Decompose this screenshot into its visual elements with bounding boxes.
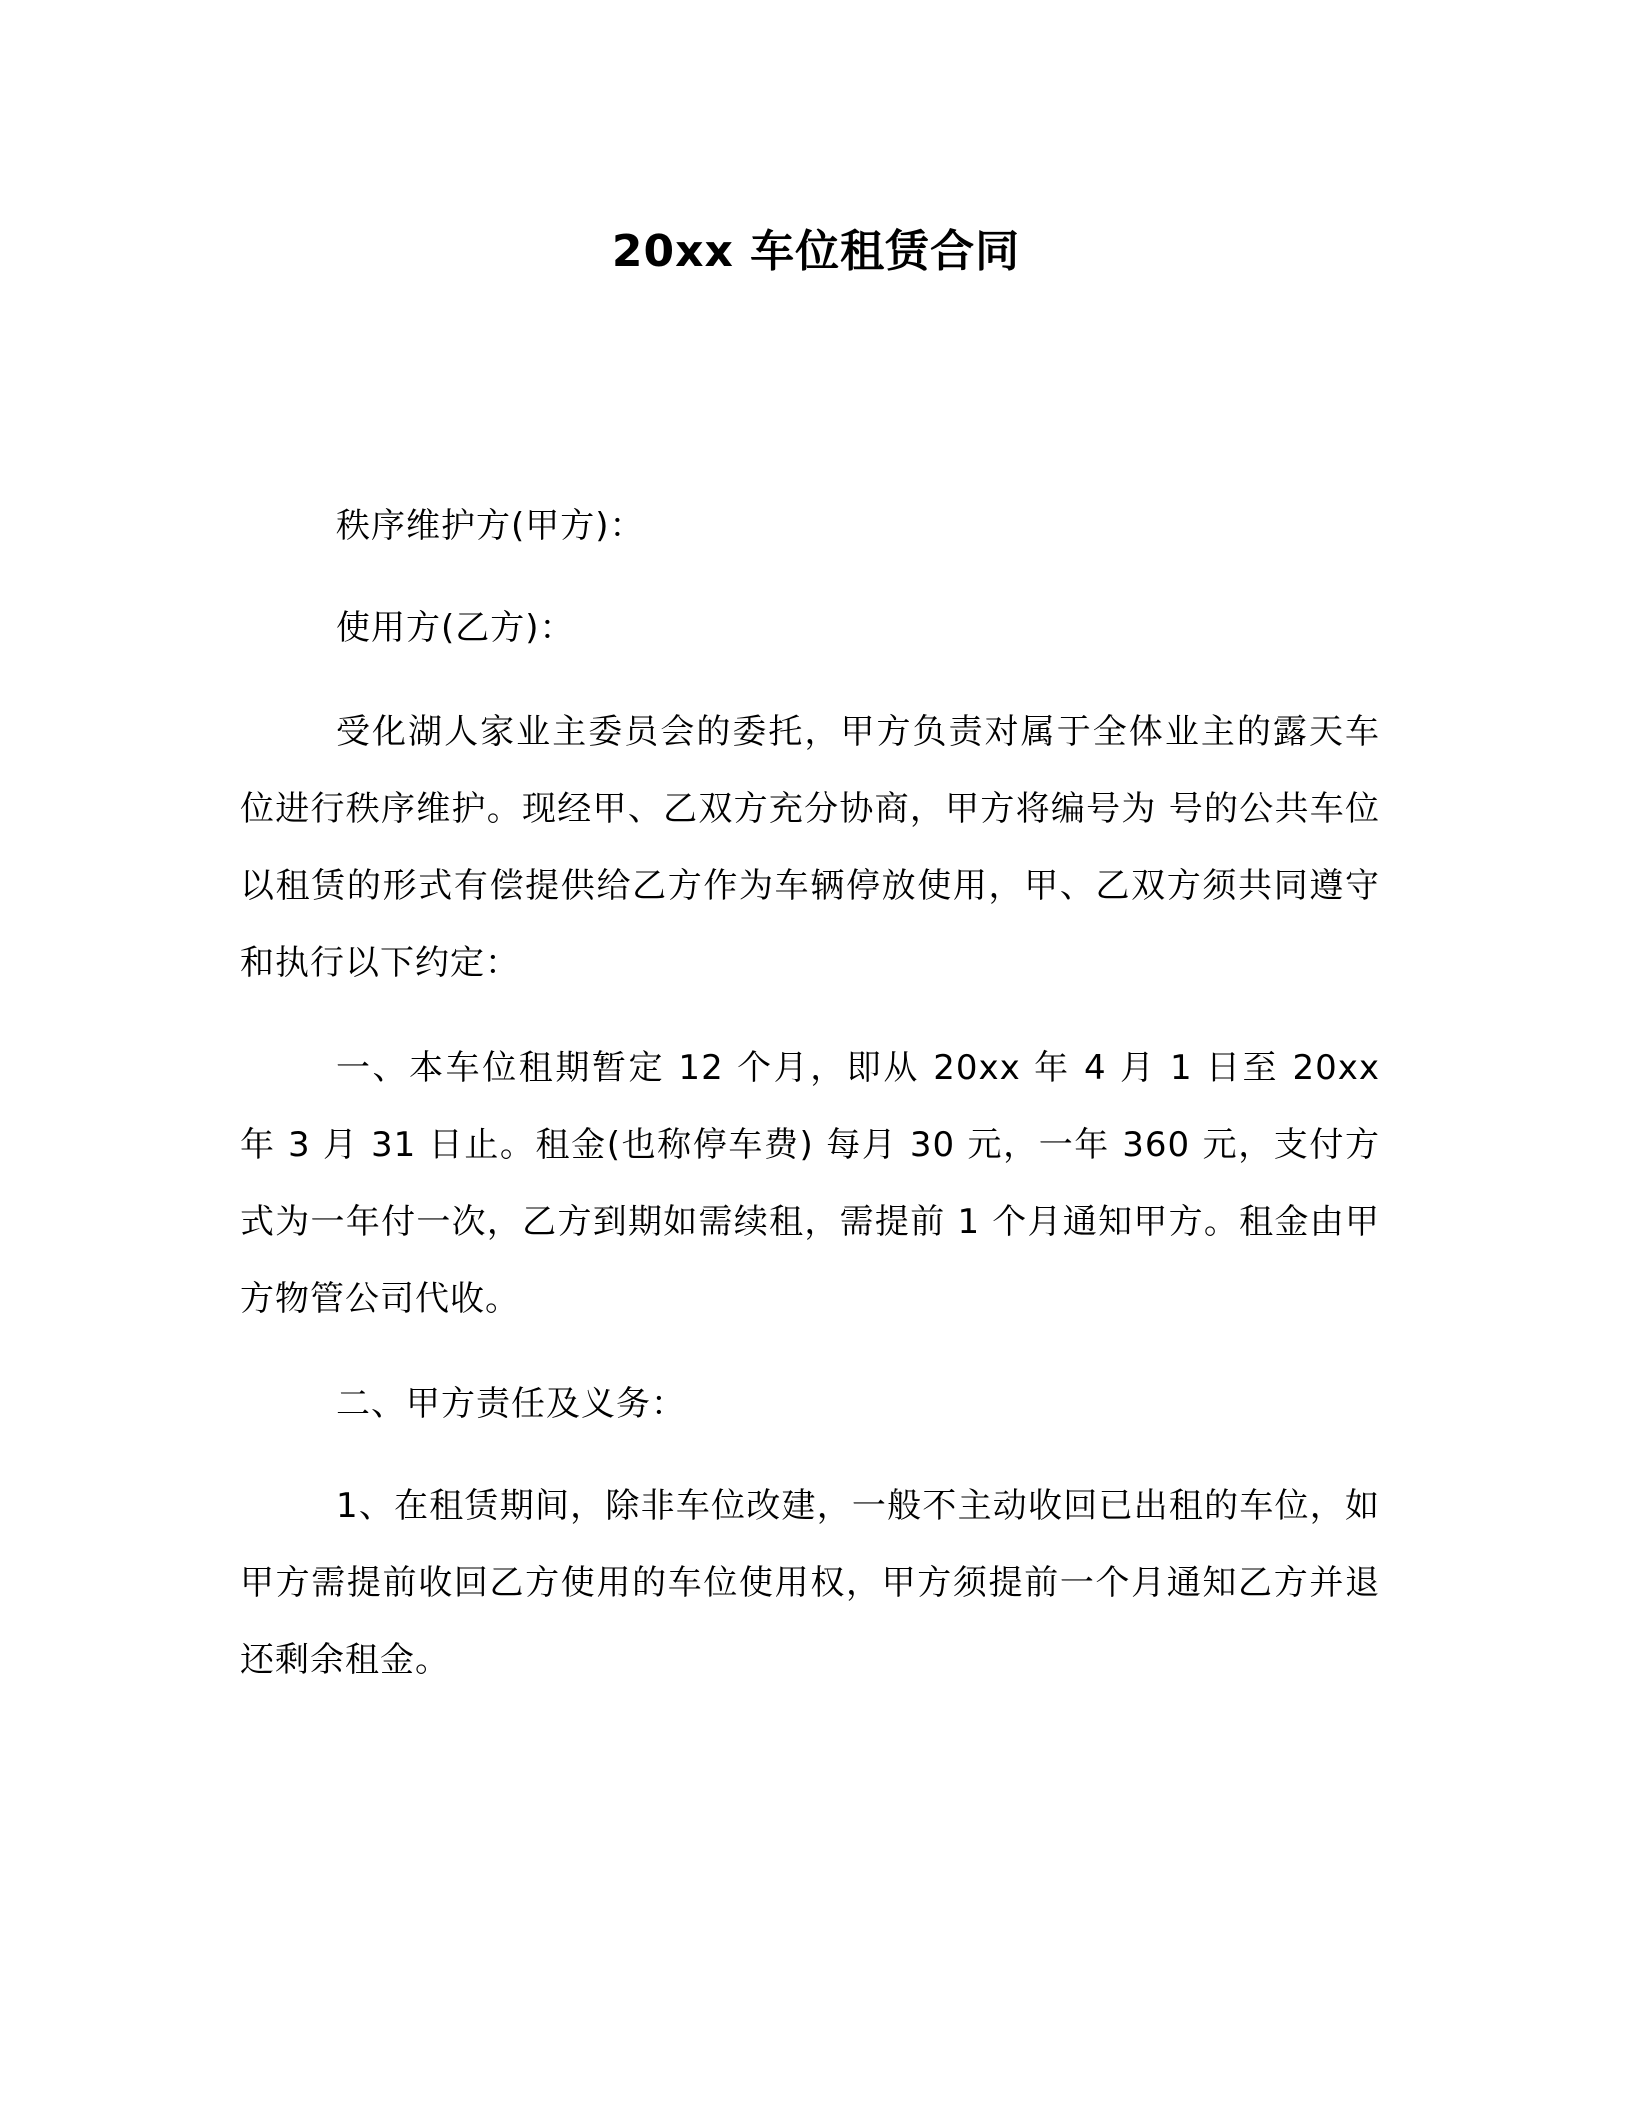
section-two-item-one-block — [240, 1468, 1380, 1699]
party-a-label: 秩序维护方(甲方)： — [336, 506, 645, 546]
party-b-line — [240, 590, 1380, 667]
clause-one-paragraph: 一、本车位租期暂定 12 个月，即从 20xx 年 4 月 1 日至 20xx 年 3 月 31 日止。租金(也称停车费) 每月 30 元，一年 360 元，支付方式为一年付一次，乙方到期如需续租，需提前 1 个月通知甲方。租金由甲方物管公司代收。 — [240, 1048, 1380, 1319]
party-b-label: 使用方(乙方)： — [336, 608, 575, 648]
section-two-item-one: 1、在租赁期间，除非车位改建，一般不主动收回已出租的车位，如甲方需提前收回乙方使用的车位使用权，甲方须提前一个月通知乙方并退还剩余租金。 — [240, 1486, 1380, 1680]
section-two-block — [240, 1366, 1380, 1443]
clause-one-block — [240, 1030, 1380, 1338]
intro-paragraph: 受化湖人家业主委员会的委托，甲方负责对属于全体业主的露天车位进行秩序维护。现经甲、乙双方充分协商，甲方将编号为 号的公共车位以租赁的形式有偿提供给乙方作为车辆停放使用，甲、乙双方须共同遵守和执行以下约定： — [240, 712, 1380, 983]
document-title: 20xx 车位租赁合同 — [611, 226, 1021, 277]
section-two-heading: 二、甲方责任及义务： — [336, 1384, 686, 1424]
party-a-line — [240, 488, 1380, 565]
intro-paragraph-block — [240, 694, 1380, 1002]
